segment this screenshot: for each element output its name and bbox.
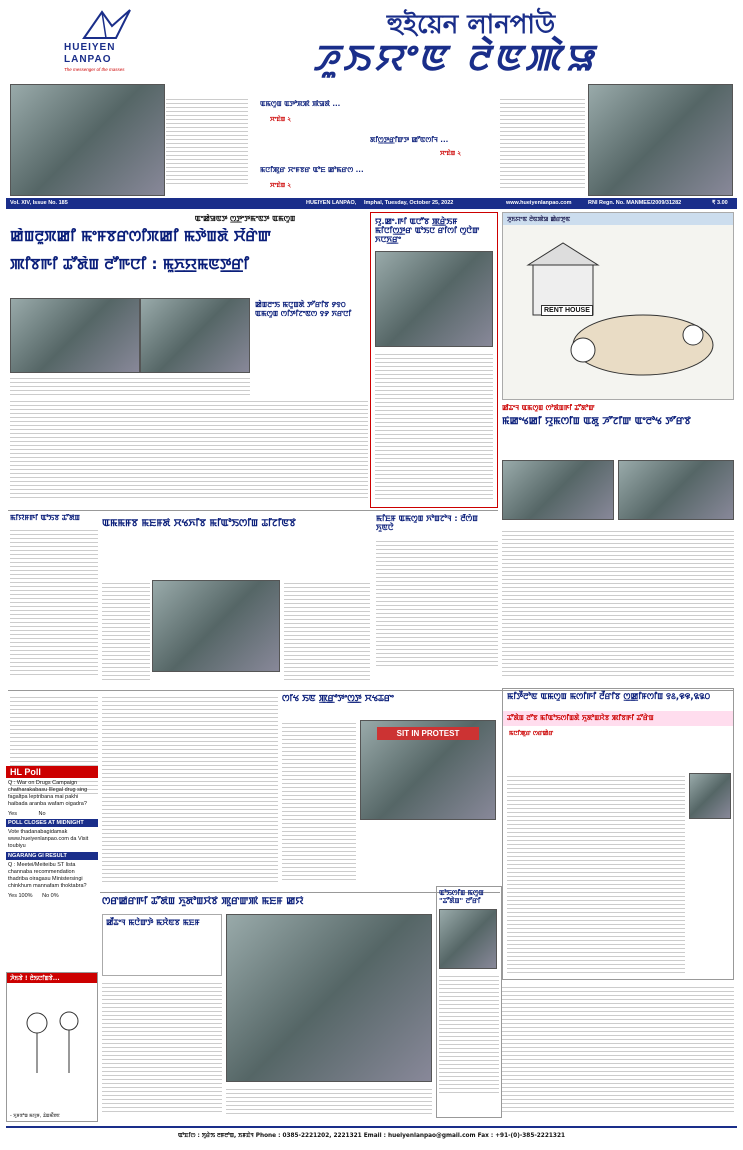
poll-result-question: Q : Meetei/Meiteibu ST lista channaba recommendation thadriba oiragasu Ministersingi chinkhum mannafam thoktabra? xyxy=(8,861,87,890)
top-left-caption xyxy=(166,96,248,186)
poll-result-yes: Yes 100% xyxy=(8,892,33,899)
poll-result-no: No 0% xyxy=(42,892,59,899)
lead-subhead-box: ꯀꯥꯡꯂꯦꯏ ꯃꯅꯨꯡꯗꯥ ꯇꯧꯔꯤꯕ ꯸꯱꯰ ꯑꯃꯁꯨꯡ ꯁꯤꯇꯤꯖꯦꯟꯁ ꯱꯸ ꯈꯔꯅꯤ xyxy=(255,300,352,318)
right-box-photo xyxy=(689,773,731,819)
sunak-story xyxy=(370,212,498,508)
col-b-body-2 xyxy=(284,580,370,680)
lead-photo-right xyxy=(140,298,250,373)
logo-icon xyxy=(82,8,132,40)
poll-yes-option[interactable]: Yes xyxy=(8,810,17,817)
sit-in-photo xyxy=(360,720,496,820)
top-right-caption xyxy=(500,96,585,188)
top-right-photo xyxy=(588,84,733,196)
teaser-3[interactable]: ꯃꯅꯤꯄꯨꯔ ꯆꯦꯝꯕꯔ ꯑꯣꯐ ꯀꯣꯃꯔꯁ ... ꯆꯦꯐꯥꯡ ২ xyxy=(260,166,364,190)
poll-result-title: NGARANG GI RESULT xyxy=(6,852,98,860)
right-box-story: ꯃꯤꯇꯩꯂꯣꯟ ꯑꯃꯁꯨꯡ ꯃꯁꯤꯒꯤ ꯂꯩꯔꯤꯕ ꯁ꯭ꯀꯤꯝꯁꯤꯡ ꯱꯴,꯶꯶,꯲꯲꯰ ꯊꯧꯗꯥꯡ ꯂꯧꯕ ꯃꯤꯑꯣꯏꯁꯤꯡꯗꯥ ꯈꯨꯗꯣꯡꯆꯥꯕ ꯄꯤꯕꯒꯤ ꯊꯧꯔꯥꯡ ꯃꯅꯤꯄꯨꯔ ꯁꯔꯀꯥꯔ xyxy=(502,688,734,980)
cartoon-panel xyxy=(502,212,734,400)
teaser-1[interactable]: ꯑꯃꯁꯨꯡ ꯑꯇꯣꯞꯄꯥ ꯄꯥꯎꯗꯥ ... ꯆꯦꯐꯥꯡ ২ xyxy=(260,100,341,124)
lead-headline-1: ꯀꯥꯡꯂꯨꯞꯀꯤ ꯃꯦꯝꯕꯔꯁꯤꯞꯀꯤ ꯃꯇꯥꯡꯗꯥ ꯆꯩꯔꯥꯛ xyxy=(10,228,272,245)
poll-closes: POLL CLOSES AT MIDNIGHT xyxy=(6,819,98,827)
poll-no-option[interactable]: No xyxy=(38,810,46,817)
info-bar xyxy=(6,198,737,209)
market-kicker: ꯀꯩꯊꯦꯜ ꯑꯃꯁꯨꯡ ꯁꯣꯗꯥꯡꯒꯤ ꯊꯧꯗꯣꯛ xyxy=(502,404,595,412)
masthead-title-top: হুইয়েন লানপাউ xyxy=(386,10,556,40)
bottom-captions xyxy=(226,1086,432,1114)
rni-number: RNI Regn. No. MANMEE/2009/31282 xyxy=(588,200,682,206)
sit-in-story: ꯁꯤꯠ ꯏꯟ ꯄ꯭ꯔꯣꯇꯦꯁ꯭ꯇ ꯆꯠꯊꯔꯦ SIT IN PROTEST xyxy=(282,694,498,890)
sit-in-banner: SIT IN PROTEST xyxy=(377,727,479,740)
lead-kicker: ꯑꯦꯀꯥꯎꯟꯇ ꯁ꯭ꯇꯦꯇꯃꯦꯟꯇ ꯑꯃꯁꯨꯡ xyxy=(194,214,296,223)
masthead-title-main: ꯍꯨꯏꯌꯦꯟ ꯂꯥꯟꯄꯥꯎ xyxy=(312,38,598,79)
col-b-photo xyxy=(152,580,280,672)
sunak-headline: ꯌꯨ.ꯀꯦ.ꯒꯤ ꯑꯅꯧꯕ ꯄ꯭ꯔꯥꯏꯝ ꯃꯤꯅꯤꯁ꯭ꯇꯔ ꯑꯣꯏꯅ ꯔꯤꯁꯤ ꯁꯨꯅꯥꯛ ꯈꯅꯈ꯭ꯔꯦ xyxy=(375,217,480,245)
issue-number: Vol. XIV, Issue No. 185 xyxy=(10,200,68,206)
price: ₹ 3.00 xyxy=(712,200,728,206)
sunak-photo xyxy=(375,251,493,347)
top-left-photo xyxy=(10,84,165,196)
lead-headline-2: ꯄꯤꯕꯒꯤ ꯊꯧꯗꯥꯡ ꯂꯧꯒꯅꯤ : ꯃꯨꯈ꯭ꯌꯃꯟꯇ꯭ꯔꯤ xyxy=(10,256,250,273)
bottom-photo xyxy=(226,914,432,1082)
bottom-headline: ꯁꯔꯀꯥꯔꯒꯤ ꯊꯧꯗꯥꯡ ꯈꯨꯗꯣꯡꯆꯥꯕꯥ ꯄꯨꯔꯛꯄꯥ ꯃꯐꯝ ꯀꯌꯥ xyxy=(102,896,304,907)
website-link[interactable]: www.hueiyenlanpao.com xyxy=(506,200,572,206)
right-box-lower xyxy=(502,984,734,1114)
footer: ꯑꯣꯐꯤꯁ : ꯈꯨꯔꯥꯏ ꯂꯝꯂꯣꯡ, ꯏꯝꯐꯥꯜ Phone : 0385-2221202, 2221321 Email : hueiyenlanpao@gmail.com Fax : +91-(0)-385-2221321 xyxy=(6,1126,737,1144)
small-box-photo xyxy=(439,909,497,969)
bottom-sub-box: ꯀꯩꯊꯦꯜ ꯃꯅꯥꯛꯇꯥ ꯃꯆꯥꯟꯕ ꯃꯐꯝ xyxy=(102,914,222,976)
col-b-body xyxy=(102,580,150,680)
teaser-2[interactable]: ꯗꯤꯁ꯭ꯇ꯭ꯔꯤꯛꯇ ꯀꯧꯟꯁꯤꯜ ... ꯆꯦꯐꯥꯡ ২ xyxy=(370,136,462,158)
col-c-story: ꯃꯤꯐꯝ ꯑꯃꯁꯨꯡ ꯈꯣꯡꯖꯣꯜ : ꯂꯩꯁꯥꯡ ꯈꯨꯟꯅꯥ xyxy=(376,514,498,690)
logo-line2: LANPAO xyxy=(64,54,112,65)
lead-caption xyxy=(10,375,250,395)
col-b2-story xyxy=(102,694,278,884)
market-headline: ꯃꯥꯀꯦꯠꯀꯤ ꯌꯨꯃꯁꯤꯡ ꯑꯗꯨ ꯍꯧꯖꯤꯛ ꯑꯦꯂꯣꯠ ꯇꯧꯔꯕꯥ xyxy=(502,416,691,427)
poll-vote-link[interactable]: Vote thadanabagidamak www.hueiyenlanpao.com da Visit toubiyu xyxy=(8,828,89,849)
poll-question: Q : War on Drugs Campaign chatharakabasu Illegal drug sing fagaltpa leptribana mai pakhi haibada aranba wafam oigadra? xyxy=(8,780,88,808)
cartoon-label: ꯍꯨꯏꯌꯦꯟ ꯂꯥꯟꯄꯥꯎ ꯀꯥꯔꯇꯨꯟ xyxy=(503,213,733,225)
lead-photo-left xyxy=(10,298,140,373)
market-photo-right xyxy=(618,460,734,520)
bottom-body xyxy=(102,980,222,1114)
small-cartoon-title: ꯍꯥꯏꯕꯥ ! ꯂꯥꯏꯅꯤꯡꯕꯥ... xyxy=(7,973,97,983)
small-box-story: ꯑꯣꯏꯁꯤꯡ ꯃꯁꯨꯡ "ꯊꯧꯗꯥꯡ" ꯂꯧꯔꯤ xyxy=(436,886,502,1118)
lead-body xyxy=(10,398,368,498)
small-cartoon-credit: - ꯈꯨꯝꯕꯣꯡ ꯃꯌꯨꯝ, ꯊꯥꯡꯃꯩꯕꯟ xyxy=(10,1114,60,1119)
logo-tagline: The messenger of the masses xyxy=(64,67,125,72)
small-cartoon xyxy=(6,972,98,1122)
col-b-headline: ꯑꯃꯃꯝꯕ ꯃꯐꯝꯗꯥ ꯆꯠꯈꯤꯕ ꯃꯤꯑꯣꯏꯁꯤꯡ ꯊꯤꯖꯤꯟꯕꯥ xyxy=(102,518,296,529)
masthead xyxy=(0,0,743,80)
paper-date: Imphal, Tuesday, October 25, 2022 xyxy=(364,200,454,206)
cartoon-sign: RENT HOUSE xyxy=(541,305,593,316)
poll-title: HL Poll xyxy=(6,766,98,778)
market-body xyxy=(502,528,734,678)
hl-poll xyxy=(6,766,98,966)
logo-line1: HUEIYEN xyxy=(64,42,116,53)
paper-name: HUEIYEN LANPAO, xyxy=(306,200,357,206)
cartoon-drawing xyxy=(503,225,734,397)
market-photo-left xyxy=(502,460,614,520)
col-a-story: ꯃꯤꯌꯥꯝꯒꯤ ꯑꯣꯏꯕ ꯊꯧꯗꯥꯡ xyxy=(10,514,98,690)
